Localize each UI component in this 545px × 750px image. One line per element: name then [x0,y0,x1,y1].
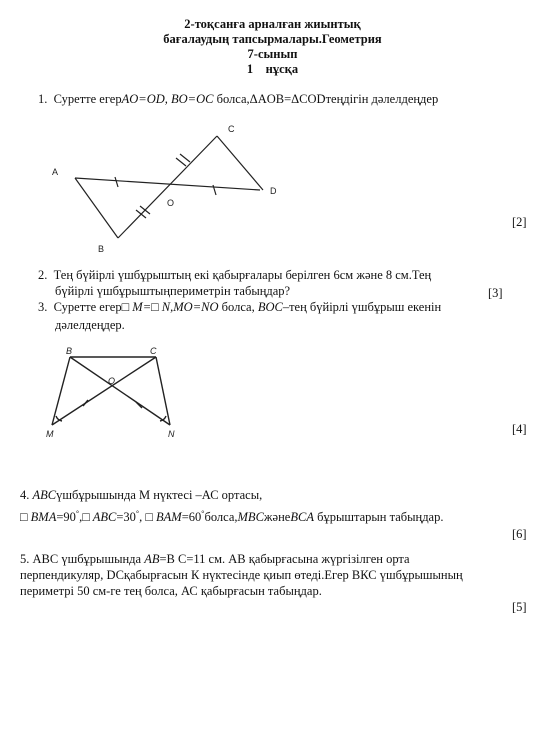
q1-label-D: D [270,186,277,196]
q3-text-c: –тең бүйірлі үшбұрыш екенін [282,300,442,314]
q3-text-a: Суретте егер [53,300,122,314]
q4-angle-bca: BCA [290,510,314,525]
q3-label-O: O [108,376,116,386]
q4-angle-abc: ,□ ABC [79,510,117,525]
q4-triangle: ABC [32,488,57,502]
q3-condition: □ M=□ N,MO=NO [121,300,219,314]
q2-text-1: Тең бүйірлі үшбұрыштың екі қабырғалары берілген 6см және 8 см.Тең [53,268,432,282]
q2-line-1 [38,268,431,282]
q4-text-1: үшбұрышында М нүктесі –АС ортасы, [56,488,263,502]
q4-value-90: =90 [56,510,76,525]
q2-points: [3] [488,286,503,300]
q1-label-A: A [52,167,59,177]
q2-line-2: бүйірлі үшбұрыштыңпериметрін табыңдар? [55,284,291,298]
q3-label-C: C [150,346,157,356]
q4-prefix: 4. [20,488,33,502]
q1-text-b: болса,ΔAOB=ΔCODтеңдігін дәлелдеңдер [213,92,439,106]
segment-BN [70,357,170,425]
q5-line-1 [20,552,410,566]
q1-text-a: Суретте егер [53,92,122,106]
segment-CD [217,136,263,190]
q1-label-O: O [167,198,175,208]
segment-CB [118,136,217,238]
title-grade: 7-сынып [247,47,298,61]
q1-text [38,92,438,106]
q5-ab: AB [144,552,160,566]
q3-label-B: B [66,346,73,356]
q3-figure [0,340,545,450]
q4-text-if: болса, [204,510,238,525]
q1-figure [0,110,545,260]
q4-deg-3: ° [201,509,205,518]
q1-points: [2] [512,215,527,229]
q1-label-C: C [228,124,235,134]
q3-number: 3. [38,300,48,314]
q3-line-1 [38,300,441,314]
q3-label-N: N [168,429,175,439]
q4-value-60: =60 [181,510,202,525]
segment-AD [75,178,260,190]
q3-label-M: M [46,429,54,439]
q1-label-B: B [98,244,105,254]
q3-points: [4] [512,422,527,436]
q4-text-find: бұрыштарын табыңдар. [313,510,444,525]
q2-number: 2. [38,268,48,282]
segment-AB [75,178,118,238]
title-line-1: 2-тоқсанға арналған жиынтық [184,17,361,31]
q5-line-2: перпендикуляр, DCқабырғасын К нүктесінде қиып өтеді.Егер ВКС үшбұрышының [20,568,463,582]
q1-number: 1. [38,92,48,106]
q1-condition: AO=OD, BO=OC [121,92,214,106]
q3-line-2: дәлелдеңдер. [55,318,125,332]
title-variant: 1 нұсқа [246,62,299,76]
q4-deg-2: ° [135,509,140,518]
q5-points: [5] [512,600,527,614]
q5-line-3: периметрі 50 см-ге тең болса, АС қабырғасын табыңдар. [20,584,322,598]
q4-angle-bam: , □ BAM [139,510,182,525]
q4-points: [6] [512,527,527,541]
q4-angle-bma: □ BMA [20,510,57,525]
q4-line-1 [20,488,262,502]
q4-deg-1: ° [75,509,80,518]
segment-CN [156,357,170,425]
q4-value-30: =30 [116,510,136,525]
q4-angle-mbc: MBC [237,510,264,525]
q5-text-1: =В С=11 см. АВ қабырғасына жүргізілген орта [159,552,410,566]
q3-triangle: BOC [257,300,283,314]
q3-text-b: болса, [218,300,258,314]
q5-prefix: 5. АВС үшбұрышында [20,552,145,566]
q4-text-and: және [263,510,291,525]
q4-line-2 [20,507,443,524]
title-line-2: бағалаудың тапсырмалары.Геометрия [163,32,382,46]
